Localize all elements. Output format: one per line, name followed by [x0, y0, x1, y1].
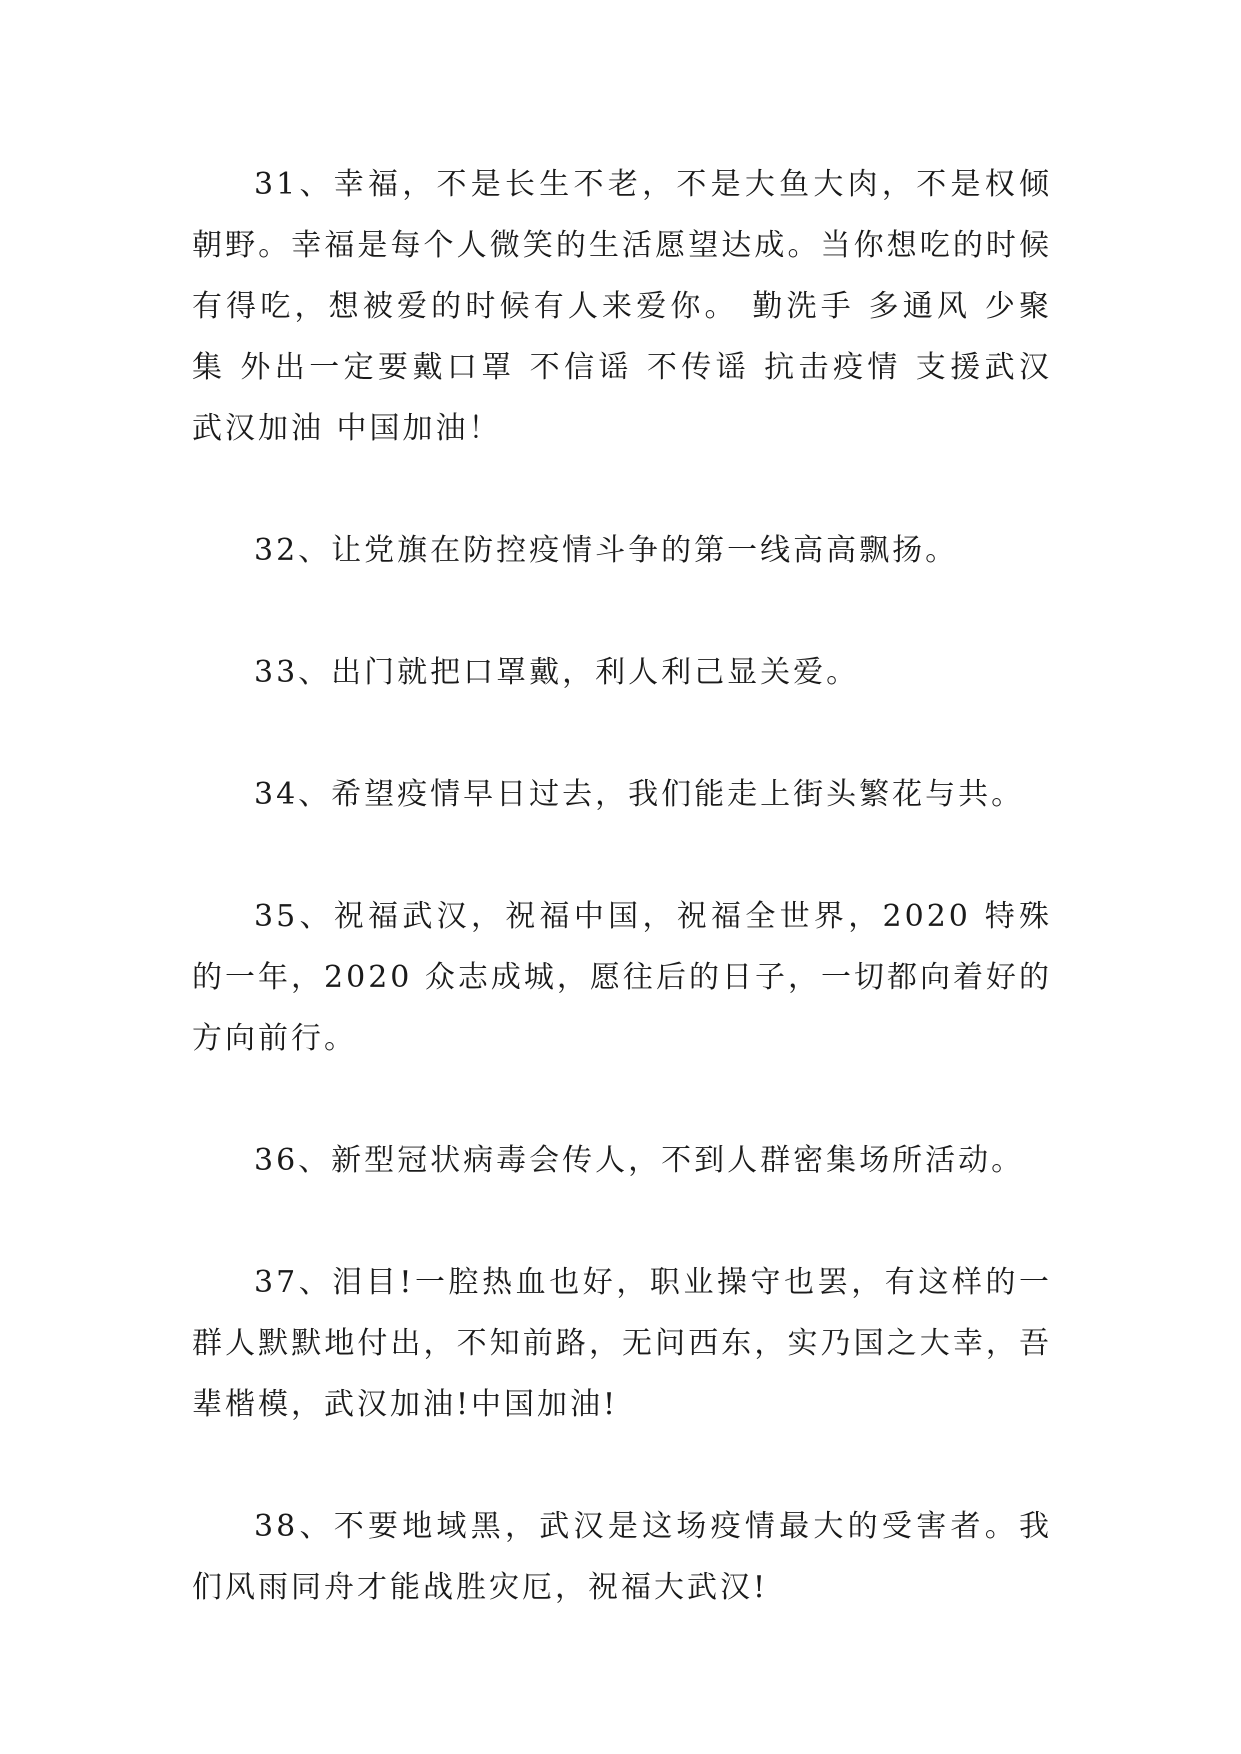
paragraph-31: 31、幸福，不是长生不老，不是大鱼大肉，不是权倾朝野。幸福是每个人微笑的生活愿望达成。当你想吃的时候有得吃，想被爱的时候有人来爱你。 勤洗手 多通风 少聚集 外出一定要戴口罩 不信谣 不传谣 抗击疫情 支援武汉 武汉加油 中国加油！ — [192, 167, 1052, 446]
paragraph-37: 37、泪目!一腔热血也好，职业操守也罢，有这样的一群人默默地付出，不知前路，无问西东，实乃国之大幸，吾辈楷模，武汉加油!中国加油! — [192, 1265, 1052, 1422]
paragraph-38: 38、不要地域黑，武汉是这场疫情最大的受害者。我们风雨同舟才能战胜灾厄，祝福大武汉! — [192, 1509, 1052, 1605]
paragraph-34: 34、希望疫情早日过去，我们能走上街头繁花与共。 — [254, 777, 1025, 812]
paragraph-35: 35、祝福武汉，祝福中国，祝福全世界，2020 特殊的一年，2020 众志成城，愿往后的日子，一切都向着好的方向前行。 — [192, 899, 1052, 1056]
paragraph-33: 33、出门就把口罩戴，利人利己显关爱。 — [254, 655, 860, 690]
paragraph-36: 36、新型冠状病毒会传人，不到人群密集场所活动。 — [254, 1143, 1025, 1178]
document-body — [192, 154, 1052, 1618]
paragraph-32: 32、让党旗在防控疫情斗争的第一线高高飘扬。 — [254, 533, 959, 568]
